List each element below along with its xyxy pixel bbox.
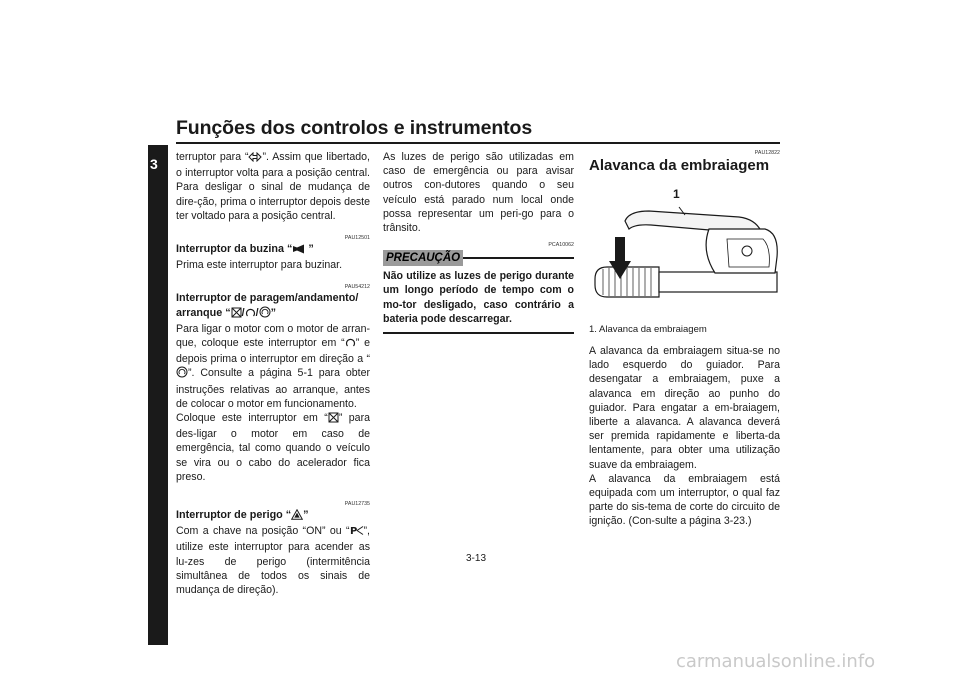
stop-paragraph-2: Coloque este interruptor em “ ” para des-ligar o motor em caso de emergência, tal como quando o veículo se vira ou o cabo do acelerador fica preso.: [176, 412, 370, 483]
title-rule: [176, 142, 780, 144]
engine-start-icon: [259, 306, 271, 322]
hazard-code: PAU12735: [344, 501, 370, 508]
stop-heading-line2: arranque “ / / ”: [176, 306, 370, 322]
stop-paragraph-1: Para ligar o motor com o motor de arran-que, coloque este interruptor em “ ” e depois prima o interruptor em direção a “”. Consulte a página 5-1 para obter instruções relativas ao arranque, antes de colocar o motor em funcionamento.: [176, 322, 370, 410]
column-2: [383, 150, 574, 334]
page-number: 3-13: [466, 553, 487, 564]
clutch-section-title: Alavanca da embraiagem: [589, 157, 770, 174]
caution-code: PCA10062: [548, 242, 574, 249]
figure-caption: 1. Alavanca da embraiagem: [589, 324, 707, 335]
horn-heading: Interruptor da buzina “ ”: [176, 242, 370, 258]
horn-code: PAU12501: [344, 235, 370, 242]
turn-signal-paragraph: terruptor para “ ”. Assim que libertado, o interruptor volta para a posição central. Para desligar o sinal de mudança de dire-ção, prima o interruptor depois deste ter voltado para a posição central.: [176, 151, 370, 222]
stop-code: PAU54212: [344, 284, 370, 291]
caution-bottom-rule: [383, 332, 574, 334]
caution-label: PRECAUÇÃO: [383, 250, 463, 266]
column-3: [589, 150, 780, 529]
horn-icon: [292, 244, 308, 258]
horn-text: Prima este interruptor para buzinar.: [176, 259, 343, 272]
hazard-icon: [291, 509, 303, 524]
engine-run-icon: [245, 307, 256, 322]
clutch-paragraph-2: A alavanca da embraiagem está equipada com um interruptor, o qual faz parte do sis-tema de corte do circuito de ignição. (Con-sulte a página 3-23.): [589, 472, 780, 528]
engine-stop-icon: [231, 307, 242, 322]
hazard-heading: Interruptor de perigo “ ”: [176, 508, 370, 524]
svg-text:P: P: [349, 526, 357, 537]
parking-position-icon: [350, 525, 364, 540]
chapter-number: 3: [150, 156, 158, 172]
caution-box: [383, 250, 574, 334]
engine-run-icon: [345, 337, 356, 352]
caution-text: Não utilize as luzes de perigo durante um longo período de tempo com o mo-tor desligado, caso contrário a bateria pode descarregar.: [383, 270, 574, 325]
page-title: Funções dos controlos e instrumentos: [176, 117, 533, 139]
engine-stop-icon: [328, 412, 339, 427]
hazard-text: Com a chave na posição “ON” ou “ P ”, utilize este interruptor para acender as lu-zes de perigo (intermitência simultânea de todos os sinais de mudança de direção).: [176, 525, 370, 597]
clutch-lever-figure: [589, 181, 780, 316]
turn-signal-push-icon: [248, 152, 262, 166]
caution-rule: [463, 257, 574, 259]
figure-callout-1: 1: [673, 187, 680, 201]
hazard-usage-paragraph: As luzes de perigo são utilizadas em caso de emergência ou para avisar outros con-dutores quando o seu veículo está parado num local onde possa representar um peri-go para o trânsito.: [383, 151, 574, 235]
column-1: [176, 150, 370, 597]
chapter-tab: [148, 145, 168, 645]
clutch-code: PAU12822: [754, 150, 780, 156]
watermark: carmanualsonline.info: [676, 651, 876, 672]
engine-start-icon: [176, 366, 188, 382]
stop-heading-line1: Interruptor de paragem/andamento/: [176, 292, 359, 305]
clutch-paragraph-1: A alavanca da embraiagem situa-se no lado esquerdo do guiador. Para desengatar a embraiagem, puxe a alavanca em direção ao punho do guiador. Para engatar a em-braiagem, liberte a alavanca. A alavanca deverá ser premida rapidamente e liberta-da lentamente, para obter uma utilização suave da embraiagem.: [589, 345, 780, 471]
